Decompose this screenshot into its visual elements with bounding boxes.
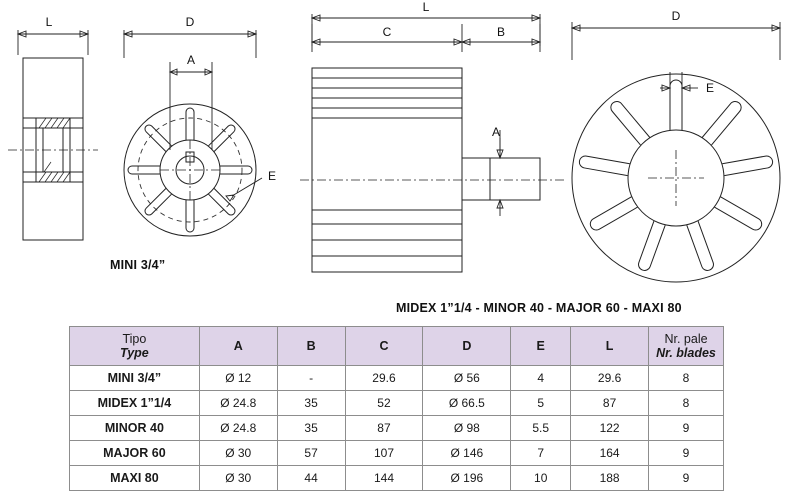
col-header-c: C (345, 327, 423, 366)
col-header-a: A (199, 327, 277, 366)
table-row (70, 366, 724, 391)
table-header-row (70, 327, 724, 366)
dim-label-A-side: A (491, 125, 501, 139)
cell-type: MIDEX 1”1/4 (70, 391, 200, 416)
col-header-l: L (571, 327, 649, 366)
table-row (70, 466, 724, 491)
cell-c: 29.6 (345, 366, 423, 391)
dim-label-D-large: D (671, 9, 681, 23)
cell-d: Ø 56 (423, 366, 511, 391)
cell-e: 5.5 (511, 416, 571, 441)
cell-a: Ø 30 (199, 441, 277, 466)
table-row (70, 441, 724, 466)
cell-type: MINI 3/4” (70, 366, 200, 391)
cell-a: Ø 30 (199, 466, 277, 491)
cell-d: Ø 146 (423, 441, 511, 466)
cell-blades: 9 (649, 466, 724, 491)
cell-l: 87 (571, 391, 649, 416)
dim-label-L-side: L (422, 0, 430, 14)
col-header-type (70, 327, 200, 366)
cell-l: 29.6 (571, 366, 649, 391)
dim-label-E-front: E (268, 169, 277, 183)
dim-label-B-side: B (496, 25, 506, 39)
cell-c: 52 (345, 391, 423, 416)
cell-c: 87 (345, 416, 423, 441)
view-cross-section (8, 15, 98, 240)
cell-blades: 8 (649, 391, 724, 416)
cell-type: MINOR 40 (70, 416, 200, 441)
cell-blades: 8 (649, 366, 724, 391)
cell-l: 164 (571, 441, 649, 466)
view-front-large (572, 9, 780, 282)
cell-l: 188 (571, 466, 649, 491)
dim-label-A-front: A (186, 53, 196, 67)
cell-b: - (277, 366, 345, 391)
cell-a: Ø 24.8 (199, 416, 277, 441)
dim-label-E-large: E (706, 81, 715, 95)
table-row (70, 391, 724, 416)
cell-blades: 9 (649, 416, 724, 441)
caption-midex: MIDEX 1”1/4 - MINOR 40 - MAJOR 60 - MAXI 80 (396, 301, 682, 315)
cell-b: 35 (277, 391, 345, 416)
cell-a: Ø 12 (199, 366, 277, 391)
view-front-mini (124, 15, 276, 236)
col-header-blades (649, 327, 724, 366)
cell-d: Ø 98 (423, 416, 511, 441)
cell-c: 144 (345, 466, 423, 491)
cell-e: 10 (511, 466, 571, 491)
col-header-blades-it: Nr. pale (664, 331, 708, 346)
dim-label-C-side: C (382, 25, 392, 39)
cell-e: 5 (511, 391, 571, 416)
cell-d: Ø 196 (423, 466, 511, 491)
col-header-type-en: Type (120, 346, 149, 360)
dim-label-L-left: L (45, 15, 53, 29)
cell-type: MAJOR 60 (70, 441, 200, 466)
col-header-type-it: Tipo (122, 331, 147, 346)
col-header-b: B (277, 327, 345, 366)
cell-l: 122 (571, 416, 649, 441)
cell-a: Ø 24.8 (199, 391, 277, 416)
cell-blades: 9 (649, 441, 724, 466)
cell-b: 35 (277, 416, 345, 441)
cell-e: 4 (511, 366, 571, 391)
cell-type: MAXI 80 (70, 466, 200, 491)
caption-mini: MINI 3/4” (110, 258, 166, 272)
cell-d: Ø 66.5 (423, 391, 511, 416)
dim-label-D-front: D (185, 15, 195, 29)
table-row (70, 416, 724, 441)
cell-b: 44 (277, 466, 345, 491)
col-header-d: D (423, 327, 511, 366)
cell-b: 57 (277, 441, 345, 466)
col-header-blades-en: Nr. blades (656, 346, 716, 360)
specification-table (69, 326, 724, 491)
view-side-section (300, 0, 566, 272)
col-header-e: E (511, 327, 571, 366)
cell-c: 107 (345, 441, 423, 466)
cell-e: 7 (511, 441, 571, 466)
